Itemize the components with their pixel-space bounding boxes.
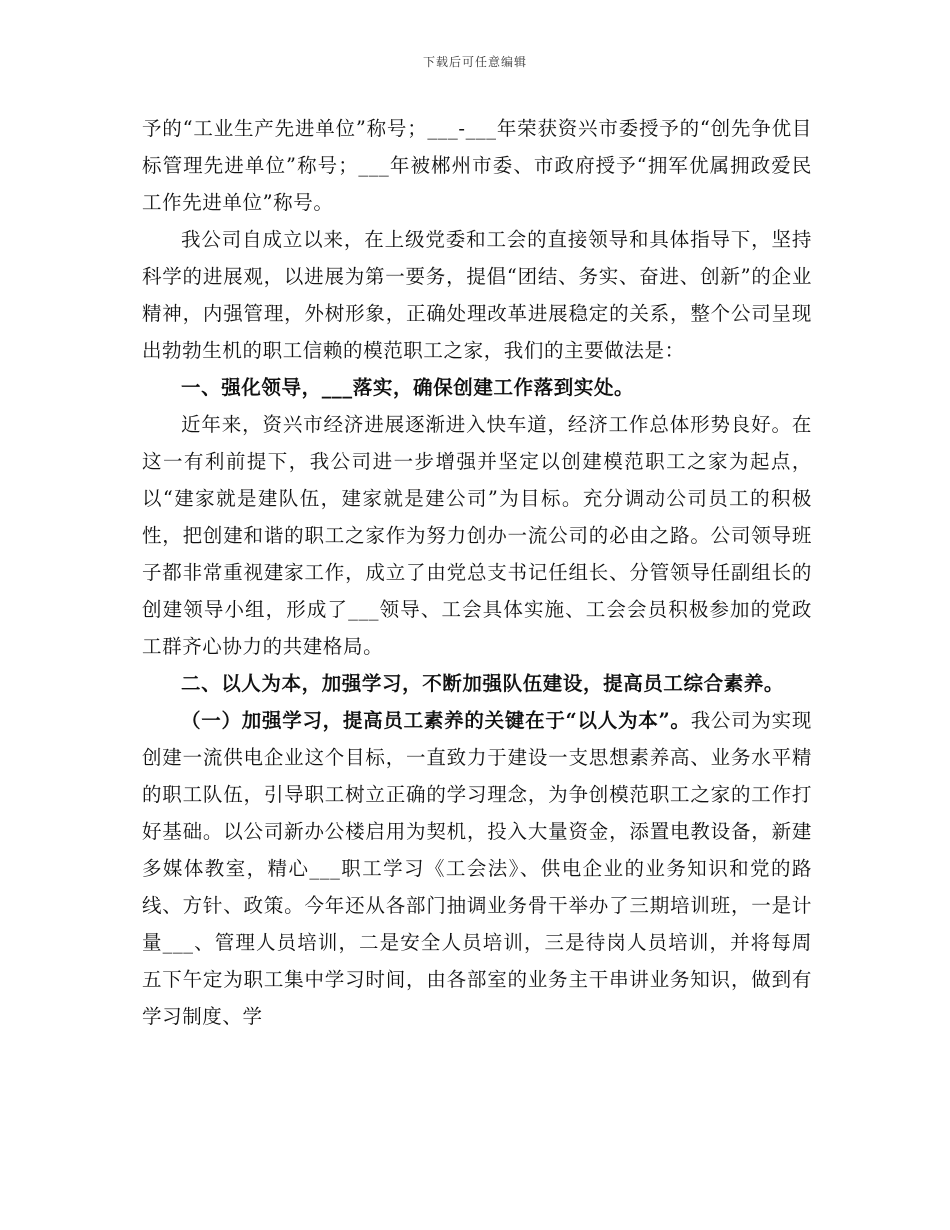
paragraph-section-1-body: 近年来，资兴市经济进展逐渐进入快车道，经济工作总体形势良好。在这一有利前提下，我公司进一步增强并坚定以创建模范职工之家为起点，以“建家就是建队伍，建家就是建公司”为目标。充分调动公司员工的积极性，把创建和谐的职工之家作为努力创办一流公司的必由之路。公司领导班子都非常重视建家工作，成立了由党总支书记任组长、分管领导任副组长的创建领导小组，形成了___领导、工会具体实施、工会会员积极参加的党政工群齐心协力的共建格局。 [142, 413, 812, 658]
paragraph-company-intro: 我公司自成立以来，在上级党委和工会的直接领导和具体指导下，坚持科学的进展观，以进展为第一要务，提倡“团结、务实、奋进、创新”的企业精神，内强管理，外树形象，正确处理改革进展稳定的关系，整个公司呈现出勃勃生机的职工信赖的模范职工之家，我们的主要做法是： [142, 228, 812, 362]
subheading-subsection-1: （一）加强学习，提高员工素养的关键在于“以人为本”。 [181, 709, 691, 732]
heading-section-1: 一、强化领导，___落实，确保创建工作落到实处。 [181, 376, 635, 399]
document-body [142, 110, 812, 1035]
paragraph-subsection-1 [142, 702, 812, 1035]
heading-section-2: 二、以人为本，加强学习，不断加强队伍建设，提高员工综合素养。 [181, 672, 785, 695]
paragraph-awards-continued: 予的“工业生产先进单位”称号；___-___年荣获资兴市委授予的“创先争优目标管理先进单位”称号；___年被郴州市委、市政府授予“拥军优属拥政爱民工作先进单位”称号。 [142, 117, 812, 214]
page-header: 下载后可任意编辑 [422, 55, 527, 69]
subsection-1-body: 我公司为实现创建一流供电企业这个目标，一直致力于建设一支思想素养高、业务水平精的职工队伍，引导职工树立正确的学习理念，为争创模范职工之家的工作打好基础。以公司新办公楼启用为契机，投入大量资金，添置电教设备，新建多媒体教室，精心___职工学习《工会法》、供电企业的业务知识和党的路线、方针、政策。今年还从各部门抽调业务骨干举办了三期培训班，一是计量___、管理人员培训，二是安全人员培训，三是待岗人员培训，并将每周五下午定为职工集中学习时间，由各部室的业务主干串讲业务知识，做到有学习制度、学 [142, 709, 812, 1028]
